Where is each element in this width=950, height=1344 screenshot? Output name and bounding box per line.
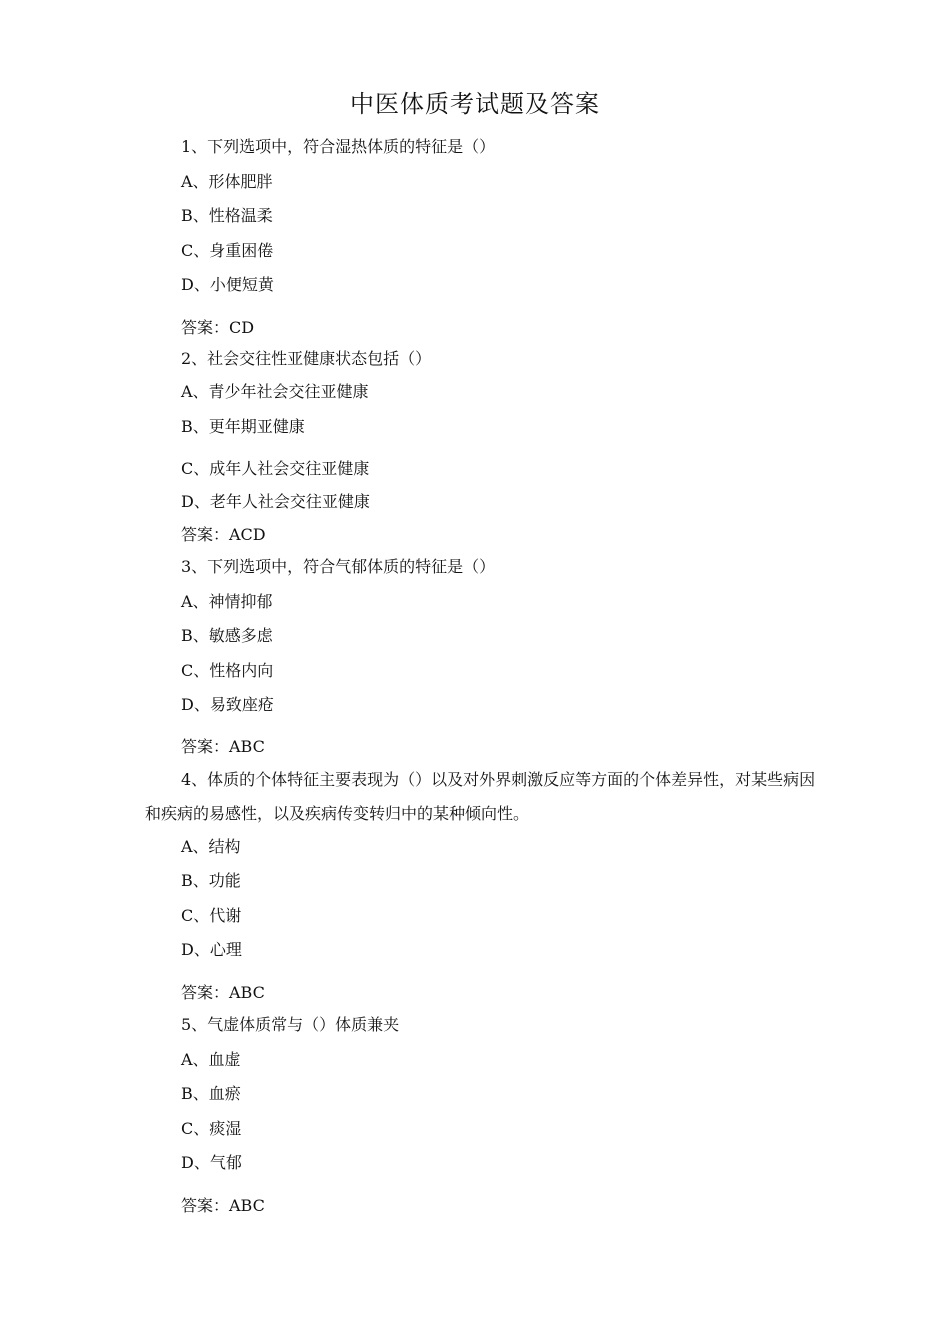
q4-option-a: A、结构 xyxy=(181,837,241,856)
q5-answer: 答案：ABC xyxy=(181,1196,265,1215)
q5-option-a: A、血虚 xyxy=(181,1050,241,1069)
question-4: 4、体质的个体特征主要表现为（）以及对外界刺激反应等方面的个体差异性，对某些病因和疾病的易感性，以及疾病传变转归中的某种倾向性。 xyxy=(145,770,816,823)
q2-answer: 答案：ACD xyxy=(181,525,266,544)
q4-answer: 答案：ABC xyxy=(181,983,265,1002)
q3-option-b: B、敏感多虑 xyxy=(181,626,273,645)
question-2: 2、社会交往性亚健康状态包括（） xyxy=(181,349,432,368)
q1-option-a: A、形体肥胖 xyxy=(181,172,273,191)
q5-option-c: C、痰湿 xyxy=(181,1119,242,1138)
q4-option-c: C、代谢 xyxy=(181,906,242,925)
q3-answer: 答案：ABC xyxy=(181,737,265,756)
q1-option-c: C、身重困倦 xyxy=(181,241,274,260)
q2-option-c: C、成年人社会交往亚健康 xyxy=(181,459,370,478)
q3-option-d: D、易致座疮 xyxy=(181,695,274,714)
q5-option-b: B、血瘀 xyxy=(181,1084,241,1103)
q1-option-d: D、小便短黄 xyxy=(181,275,274,294)
question-1: 1、下列选项中，符合湿热体质的特征是（） xyxy=(181,137,496,156)
q2-option-d: D、老年人社会交往亚健康 xyxy=(181,492,370,511)
q2-option-a: A、青少年社会交往亚健康 xyxy=(181,382,369,401)
document-title: 中医体质考试题及答案 xyxy=(350,90,600,118)
q4-option-d: D、心理 xyxy=(181,940,242,959)
question-3: 3、下列选项中，符合气郁体质的特征是（） xyxy=(181,557,496,576)
q1-answer: 答案：CD xyxy=(181,318,255,337)
q3-option-a: A、神情抑郁 xyxy=(181,592,273,611)
q3-option-c: C、性格内向 xyxy=(181,661,274,680)
q5-option-d: D、气郁 xyxy=(181,1153,242,1172)
q4-option-b: B、功能 xyxy=(181,871,241,890)
question-5: 5、气虚体质常与（）体质兼夹 xyxy=(181,1015,400,1034)
q1-option-b: B、性格温柔 xyxy=(181,206,273,225)
q2-option-b: B、更年期亚健康 xyxy=(181,417,305,436)
